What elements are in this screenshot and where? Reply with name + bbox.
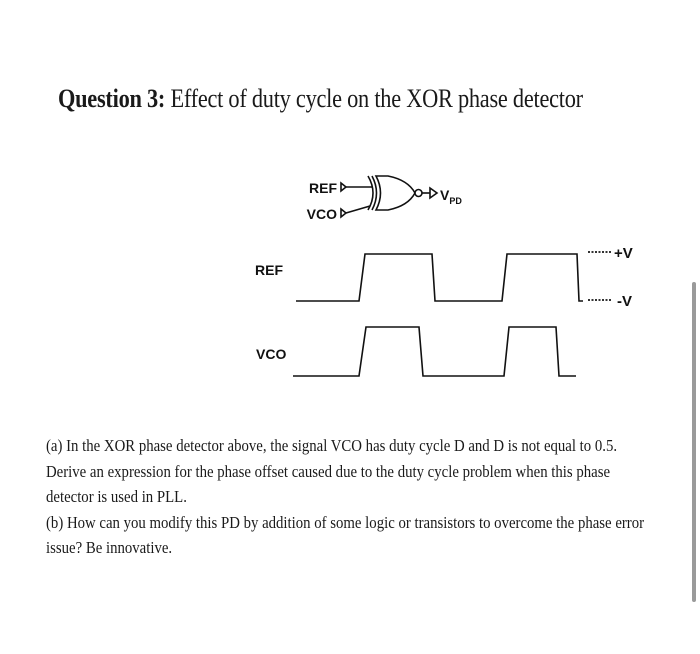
ref-waveform (296, 254, 583, 301)
question-title-text: Effect of duty cycle on the XOR phase detector (170, 84, 583, 113)
signal-ref-label: REF (255, 262, 283, 278)
gate-output-main: V (440, 187, 450, 203)
part-b-text: (b) How can you modify this PD by addition of some logic or transistors to overcome the phase error issue? Be innovative. (46, 512, 645, 557)
gate-input-vco-label: VCO (306, 206, 337, 222)
vertical-scrollbar[interactable] (692, 282, 696, 602)
part-a-text: (a) In the XOR phase detector above, the signal VCO has duty cycle D and D is not equal to 0.5. Derive an expression for the phase offset caused due to the duty cycle problem when this phase detector is used in PLL. (46, 436, 618, 506)
gate-output-label (440, 187, 462, 206)
question-body (46, 433, 655, 561)
xor-gate-symbol (341, 176, 437, 217)
question-label: Question 3: (58, 84, 166, 113)
gate-output-subscript: PD (449, 196, 462, 206)
level-low-label: -V (617, 293, 632, 310)
signal-vco-label: VCO (256, 346, 287, 362)
vco-waveform (293, 327, 576, 376)
level-high-label: +V (614, 245, 633, 262)
gate-input-ref-label: REF (309, 180, 337, 196)
